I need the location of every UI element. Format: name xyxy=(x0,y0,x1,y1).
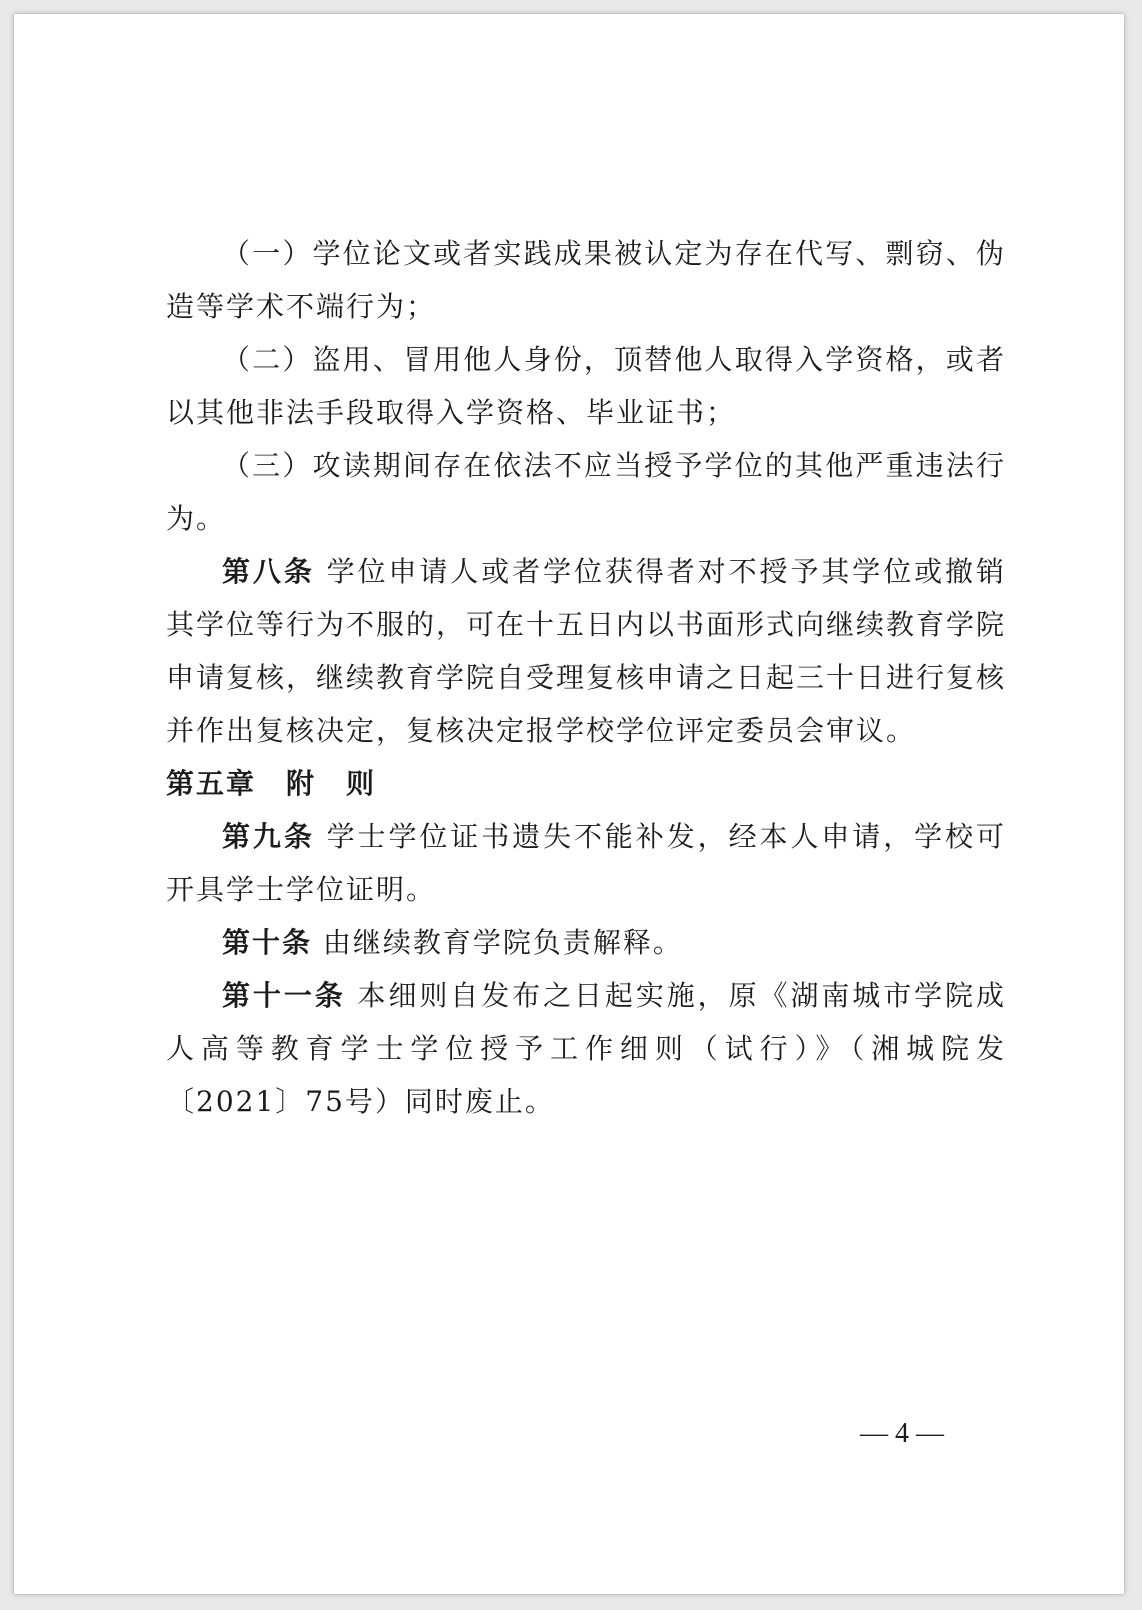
article-10-text: 由继续教育学院负责解释。 xyxy=(322,926,683,959)
article-9-text: 学士学位证书遗失不能补发，经本人申请，学校可开具学士学位证明。 xyxy=(166,820,1006,906)
article-10-heading: 第十条 xyxy=(222,926,313,959)
article-9-heading: 第九条 xyxy=(222,820,315,853)
document-body xyxy=(166,227,1006,1128)
chapter-5-title: 第五章 附 则 xyxy=(166,767,377,800)
article-11-text: 本细则自发布之日起实施，原《湖南城市学院成人高等教育学士学位授予工作细则（试行）》（湘城院发〔2021〕75号）同时废止。 xyxy=(166,979,1006,1118)
article-10 xyxy=(166,916,1006,969)
article-8 xyxy=(166,545,1006,757)
article-9 xyxy=(166,810,1006,916)
article-8-text: 学位申请人或者学位获得者对不授予其学位或撤销其学位等行为不服的，可在十五日内以书面形式向继续教育学院申请复核，继续教育学院自受理复核申请之日起三十日进行复核并作出复核决定，复核决定报学校学位评定委员会审议。 xyxy=(166,555,1007,747)
clause-item-3: （三）攻读期间存在依法不应当授予学位的其他严重违法行为。 xyxy=(166,449,1006,535)
document-page xyxy=(14,14,1124,1594)
article-8-heading: 第八条 xyxy=(222,555,315,588)
article-11-heading: 第十一条 xyxy=(222,979,346,1012)
clause-item-1: （一）学位论文或者实践成果被认定为存在代写、剽窃、伪造等学术不端行为； xyxy=(166,237,1006,323)
clause-item-2: （二）盗用、冒用他人身份，顶替他人取得入学资格，或者以其他非法手段取得入学资格、毕业证书； xyxy=(166,343,1006,429)
article-11 xyxy=(166,969,1006,1128)
page-number: — 4 — xyxy=(860,1418,944,1449)
